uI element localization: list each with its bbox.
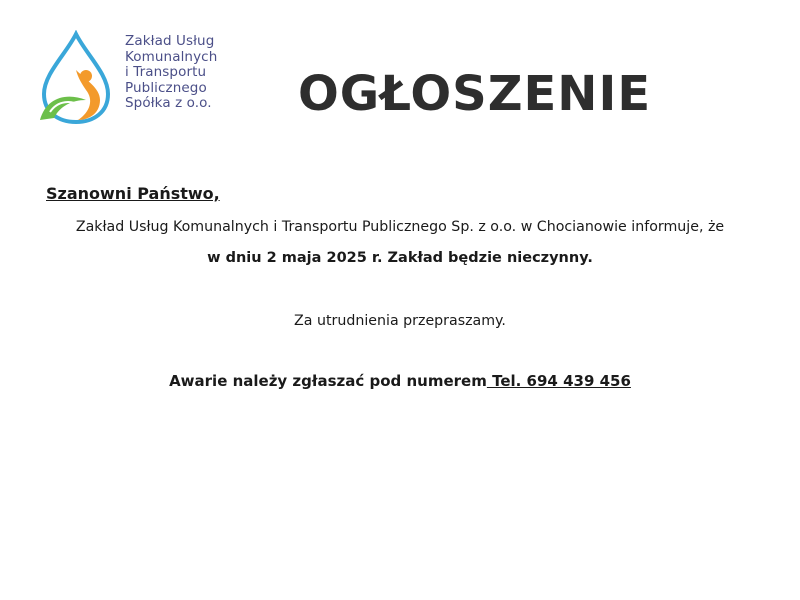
emergency-label: Awarie należy zgłaszać pod numerem [169,372,487,390]
logo-text [125,34,217,112]
emergency-contact-line [0,372,800,390]
greeting: Szanowni Państwo, [46,184,220,203]
phone-number: Tel. 694 439 456 [486,372,631,390]
water-drop-logo-icon [36,30,116,125]
logo-line: Spółka z o.o. [125,95,212,111]
logo-line: i Transportu [125,64,207,80]
apology-line: Za utrudnienia przepraszamy. [294,313,506,329]
closure-date-line: w dniu 2 maja 2025 r. Zakład będzie nieczynny. [207,250,593,266]
logo-line: Publicznego [125,79,207,96]
info-line: Zakład Usług Komunalnych i Transportu Publicznego Sp. z o.o. w Chocianowie informuje, że [75,219,725,235]
logo-line: Komunalnych [125,48,218,65]
notice-title: OGŁOSZENIE [298,66,652,122]
logo-line: Zakład Usług [125,33,215,49]
company-logo [36,30,236,125]
